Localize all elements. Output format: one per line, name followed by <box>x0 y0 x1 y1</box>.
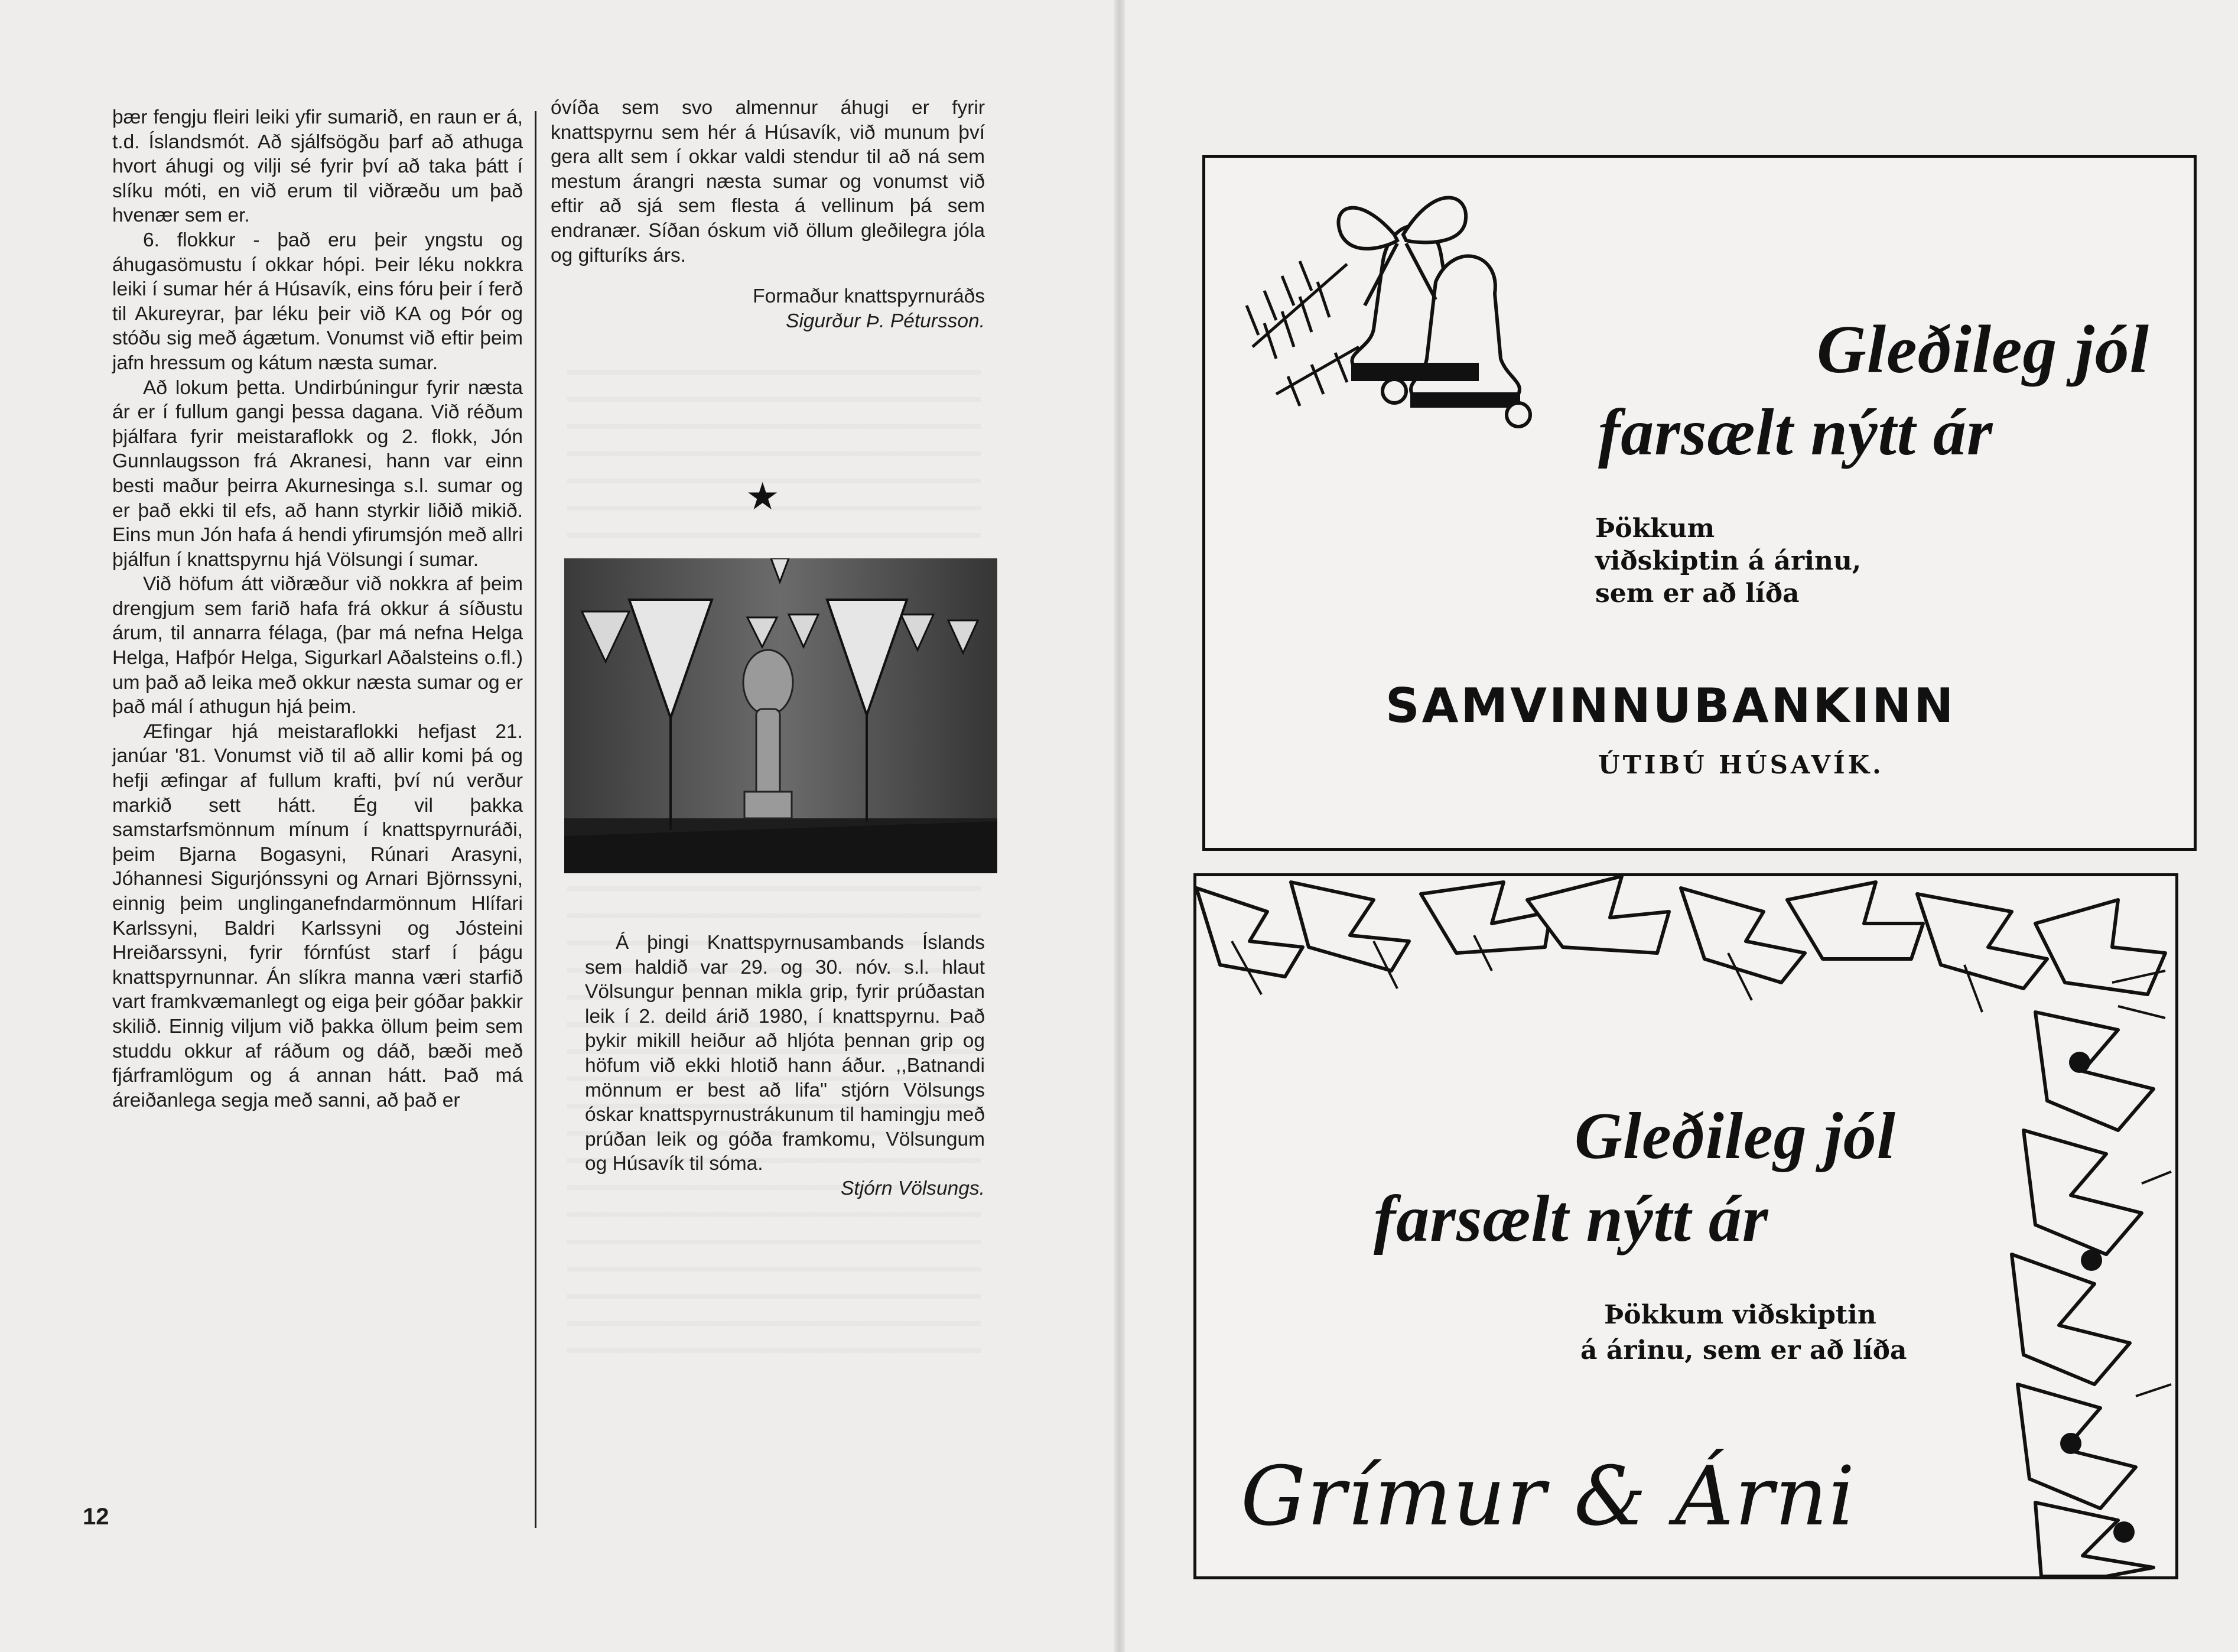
paragraph: Að lokum þetta. Undirbúningur fyrir næsta ár er í fullum gangi þessa dagana. Við réðum þjálfara fyrir meistaraflokk og 2. flokk, Jón Gunnlaugsson frá Akranesi, hann var einn besti maður þeirra Akurnesinga s.l. sumar og er það ekki til efs, að hann styrkir liðið mikið. Eins mun Jón hafa á hendi yfirumsjón með allri þjálfun í knattspyrnu hjá Völsungi í sumar. <box>112 376 523 571</box>
article-column-1 <box>112 105 523 1113</box>
trophy-photo-image <box>564 558 997 873</box>
thanks-line-1: Þökkum <box>1595 513 1715 544</box>
thanks-line-2: viðskiptin á árinu, <box>1595 546 1862 576</box>
paragraph: þær fengju fleiri leiki yfir sumarið, en raun er á, t.d. Íslandsmót. Að sjálfsögðu þarf að athuga hvort áhugi og vilji sé fyrir því að taka þátt í slíku móti, en við erum til viðræðu um það hvenær sem er. <box>112 106 523 227</box>
christmas-bells-icon <box>1241 170 1572 447</box>
caption-signature: Stjórn Völsungs. <box>841 1177 985 1199</box>
signature-title: Formaður knattspyrnuráðs <box>753 285 985 308</box>
thanks-line-1: Þökkum viðskiptin <box>1604 1300 1876 1330</box>
book-gutter <box>1114 0 1125 1652</box>
signature-name: Sigurður Þ. Pétursson. <box>785 310 985 332</box>
bank-branch: ÚTIBÚ HÚSAVÍK. <box>1598 750 1884 779</box>
greeting-line-2: farsælt nýtt ár <box>1374 1182 1769 1256</box>
trophy-photo <box>564 558 997 873</box>
company-logo: Grímur & Árni <box>1241 1449 1856 1544</box>
paragraph: óvíða sem svo almennur áhugi er fyrir knattspyrnu sem hér á Húsavík, við munum því gera allt sem í okkar valdi stendur til að ná sem mestum árangri næsta sumar og vonumst við eftir að sjá sem flesta á vellinum þá sem endranær. Síðan óskum við öllum gleðilegra jóla og gifturíks árs. <box>551 97 985 266</box>
paragraph: 6. flokkur - það eru þeir yngstu og áhugasömustu í okkar hópi. Þeir léku nokkra leiki í sumar hér á Húsavík, eins fóru þeir í ferð til Akureyrar, þar léku þeir við KA og Þór og stóðu sig með ágætum. Vonumst við eftir þeim jafn hressum og kátum næsta sumar. <box>112 229 523 374</box>
photo-caption <box>585 931 985 1201</box>
paragraph: Æfingar hjá meistaraflokki hefjast 21. janúar '81. Vonumst við til að allir komi þá og hefji æfingar af fullum krafti, því nú verður markið sett hátt. Ég vil þakka samstarfsmönnum mínum í knattspyrnuráði, þeim Bjarna Bogasyni, Rúnari Arasyni, Jóhannesi Sigurjónssyni og Arnari Björnssyni, einnig þeim unglinganefndarmönnum Hlífari Karlssyni, Baldri Karlssyni og Jósteini Hreiðarssyni, fyrir fórnfúst starf í þágu knattspyrnunnar. Án slíkra manna væri starfið vart framkvæmanlegt og eiga þeir góðar þakkir skilið. Einnig viljum við þakka öllum þeim sem studdu okkur af ráðum og dáð, bæði með fjárframlögum og á annan hátt. Það má áreiðanlega segja með sanni, að það er <box>112 720 523 1111</box>
bank-name: SAMVINNUBANKINN <box>1385 678 1956 733</box>
paragraph: Við höfum átt viðræður við nokkra af þeim drengjum sem farið hafa frá okkur á síðustu árum, til annarra félaga, (þar má nefna Helga Helga, Hafþór Helga, Sigurkarl Aðalsteins o.fl.) um það að leika með okkur næsta sumar og er það mál í athugun hjá þeim. <box>112 573 523 718</box>
caption-text: Á þingi Knattspyrnusambands Íslands sem haldið var 29. og 30. nóv. s.l. hlaut Völsungur þennan mikla grip, fyrir prúðastan leik í 2. deild árið 1980, í knattspyrnu. Það þykir mikill heiður að hljóta þennan grip og höfum við ekki hlotið hann áður. ,,Batnandi mönnum er best að lifa" stjórn Völsungs óskar knattspyrnustrákunum til hamingju með prúðan leik og góða framkomu, Völsungum og Húsavík til sóma. <box>585 932 985 1175</box>
page-number: 12 <box>83 1504 109 1530</box>
thanks-line-3: sem er að líða <box>1595 578 1800 609</box>
article-column-2 <box>551 96 985 333</box>
greeting-line-2: farsælt nýtt ár <box>1598 396 1993 469</box>
thanks-line-2: á árinu, sem er að líða <box>1580 1335 1907 1365</box>
grimur-arni-ad <box>1193 873 2178 1579</box>
greeting-line-1: Gleðileg jól <box>1817 312 2149 388</box>
samvinnubankinn-ad <box>1202 155 2197 851</box>
greeting-line-1: Gleðileg jól <box>1575 1100 1896 1173</box>
column-divider <box>535 111 536 1528</box>
star-icon: ★ <box>746 475 780 518</box>
